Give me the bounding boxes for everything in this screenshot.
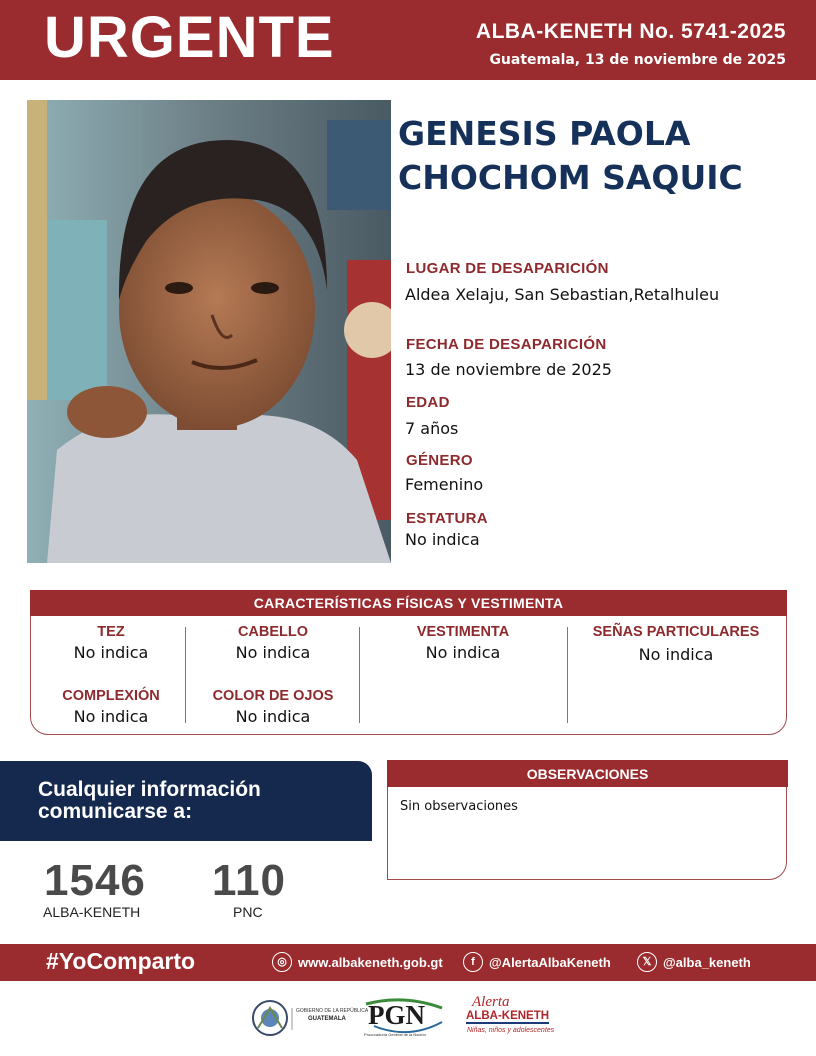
eye-color-label: COLOR DE OJOS: [212, 688, 334, 704]
share-band: [0, 944, 816, 981]
gender-label: GÉNERO: [406, 452, 473, 469]
column-divider: [185, 627, 186, 723]
x-text: @alba_keneth: [663, 954, 751, 970]
phone-label-pnc: PNC: [233, 904, 263, 920]
age-value: 7 años: [405, 419, 459, 438]
pgn-subtitle: Procuraduría General de la Nación: [364, 1032, 426, 1037]
alerta-word: Alerta: [472, 994, 510, 1010]
alba-keneth-word: ALBA-KENETH: [466, 1010, 550, 1022]
phone-number-alba-keneth: 1546: [44, 856, 146, 905]
facebook-link[interactable]: [463, 952, 611, 972]
x-icon: 𝕏: [637, 952, 657, 972]
column-divider: [359, 627, 360, 723]
hair-value: No indica: [235, 643, 311, 662]
alerta-subtitle: Niñas, niños y adolescentes: [467, 1027, 555, 1034]
pgn-wordmark: PGN: [368, 1000, 425, 1030]
observations-title: OBSERVACIONES: [387, 760, 788, 787]
hair-label: CABELLO: [237, 624, 309, 640]
column-divider: [567, 627, 568, 723]
disappearance-date-value: 13 de noviembre de 2025: [405, 360, 612, 379]
height-value: No indica: [405, 530, 480, 549]
clothing-label: VESTIMENTA: [416, 624, 510, 640]
phone-number-pnc: 110: [212, 856, 286, 905]
gov-line-1: GOBIERNO DE LA REPÚBLICA: [296, 1008, 369, 1014]
distinguishing-marks-value: No indica: [638, 645, 714, 664]
facebook-icon: f: [463, 952, 483, 972]
facebook-text: @AlertaAlbaKeneth: [489, 954, 611, 970]
skin-tone-value: No indica: [73, 643, 149, 662]
alert-place-date: Guatemala, 13 de noviembre de 2025: [489, 52, 786, 68]
guatemala-government-logo: [250, 994, 369, 1046]
complexion-value: No indica: [73, 707, 149, 726]
disappearance-place-label: LUGAR DE DESAPARICIÓN: [406, 260, 609, 277]
contact-line-1: Cualquier información: [38, 778, 261, 801]
urgent-title: URGENTE: [44, 5, 335, 70]
missing-person-photo: [27, 100, 391, 563]
clothing-value: No indica: [425, 643, 501, 662]
x-link[interactable]: [637, 952, 751, 972]
gov-line-2: GUATEMALA: [308, 1016, 346, 1022]
distinguishing-marks-label: SEÑAS PARTICULARES: [592, 624, 760, 640]
hashtag: #YoComparto: [46, 948, 196, 974]
alert-number: ALBA-KENETH No. 5741-2025: [475, 20, 786, 43]
website-text: www.albakeneth.gob.gt: [298, 954, 443, 970]
height-label: ESTATURA: [406, 510, 488, 527]
website-link[interactable]: [272, 952, 443, 972]
name-line-2: CHOCHOM SAQUIC: [398, 158, 743, 197]
disappearance-place-value: Aldea Xelaju, San Sebastian,Retalhuleu: [405, 285, 720, 304]
header-banner: [0, 0, 816, 80]
contact-banner: [0, 761, 372, 841]
name-line-1: GENESIS PAOLA: [398, 114, 691, 153]
globe-icon: ◎: [272, 952, 292, 972]
eye-color-value: No indica: [235, 707, 311, 726]
gender-value: Femenino: [405, 475, 484, 494]
contact-text: [38, 779, 261, 823]
alerta-alba-keneth-logo: [466, 994, 555, 1040]
characteristics-panel: [30, 590, 787, 735]
characteristics-title: CARACTERÍSTICAS FÍSICAS Y VESTIMENTA: [30, 590, 787, 616]
pgn-logo: [364, 996, 446, 1040]
phone-label-alba-keneth: ALBA-KENETH: [43, 904, 141, 920]
contact-line-2: comunicarse a:: [38, 800, 193, 823]
observations-text: Sin observaciones: [400, 799, 518, 814]
skin-tone-label: TEZ: [97, 624, 125, 640]
missing-person-name: [398, 112, 808, 200]
observations-panel: [387, 760, 787, 880]
disappearance-date-label: FECHA DE DESAPARICIÓN: [406, 336, 607, 353]
age-label: EDAD: [406, 394, 450, 411]
complexion-label: COMPLEXIÓN: [62, 688, 160, 704]
